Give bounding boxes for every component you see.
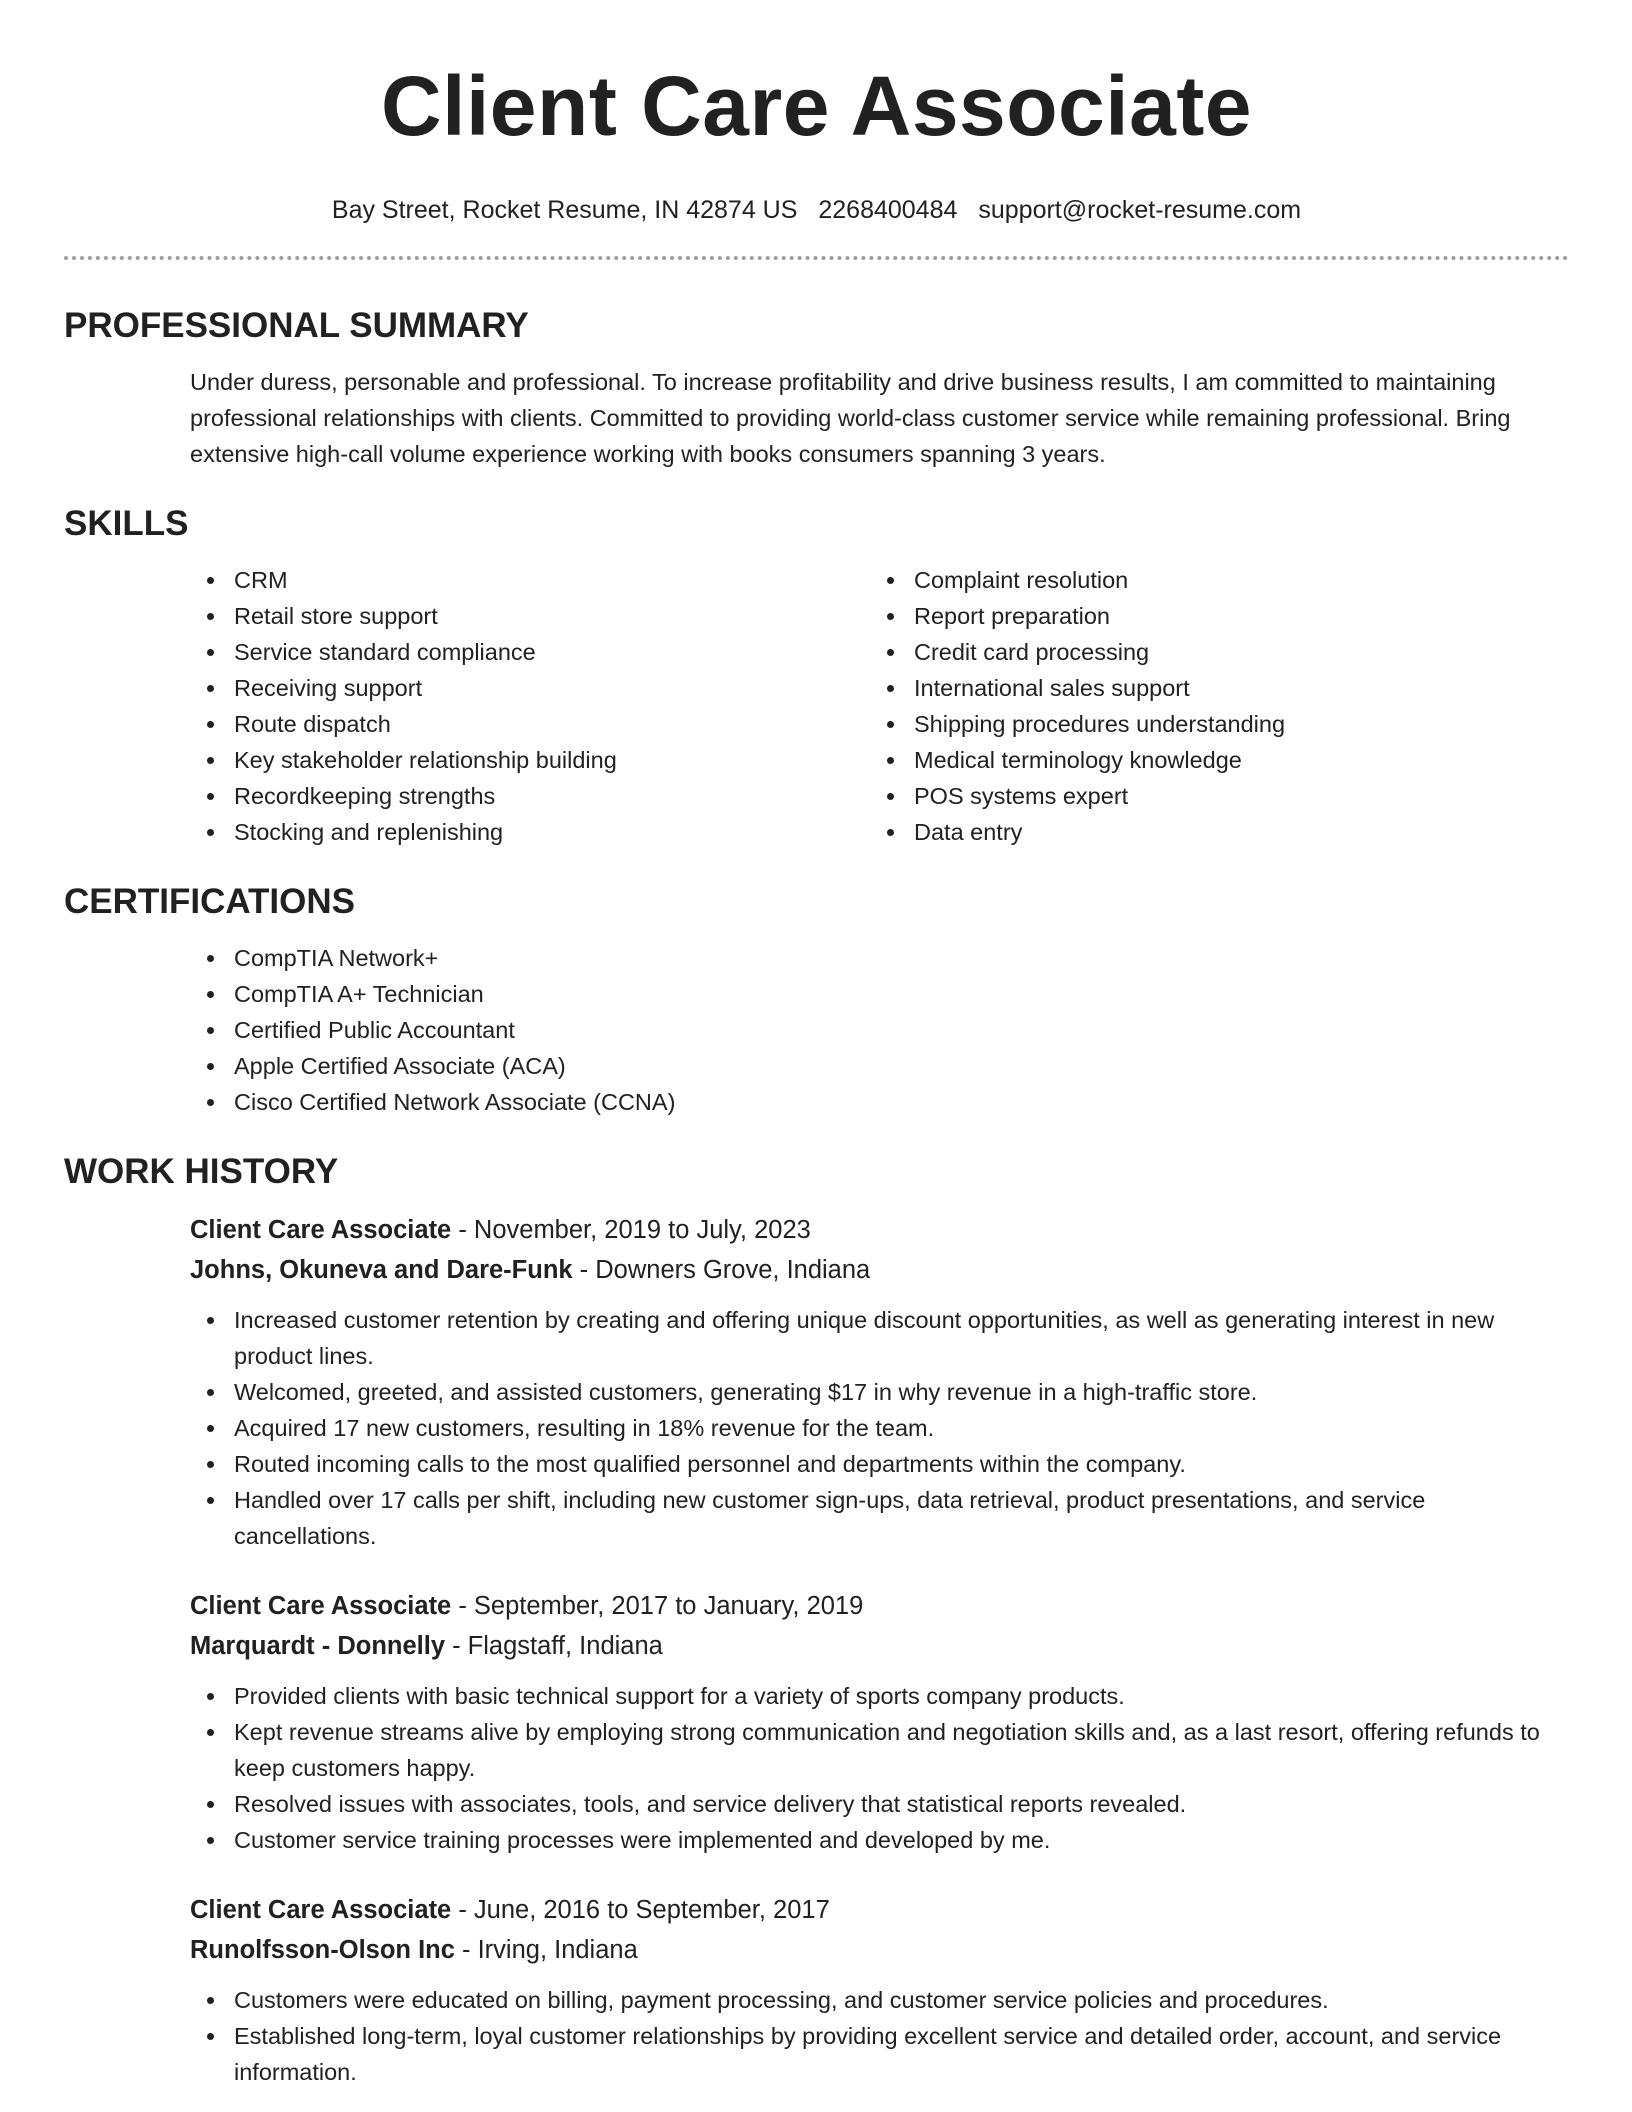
skill-item: International sales support <box>870 670 1550 706</box>
skills-title: SKILLS <box>64 504 189 543</box>
job-dates: - November, 2019 to July, 2023 <box>451 1216 811 1244</box>
certifications-list <box>64 940 1569 1120</box>
skill-item: CRM <box>190 562 870 598</box>
certification-item: CompTIA A+ Technician <box>190 976 1569 1012</box>
skill-item: Service standard compliance <box>190 634 870 670</box>
certification-item: Apple Certified Associate (ACA) <box>190 1048 1569 1084</box>
job-bullet: Provided clients with basic technical support for a variety of sports company products. <box>190 1678 1569 1714</box>
skill-item: Data entry <box>870 814 1550 850</box>
job-bullet: Kept revenue streams alive by employing strong communication and negotiation skills and, as a last resort, offering refunds to keep customers happy. <box>190 1714 1569 1786</box>
job-bullet: Customers were educated on billing, payment processing, and customer service policies and procedures. <box>190 1982 1569 2018</box>
skill-item: Recordkeeping strengths <box>190 778 870 814</box>
skills-grid <box>64 562 1569 850</box>
skill-item: Receiving support <box>190 670 870 706</box>
job-bullets <box>64 1982 1569 2090</box>
skill-item: Stocking and replenishing <box>190 814 870 850</box>
candidate-name: Client Care Associate <box>380 59 1253 153</box>
job-company: Johns, Okuneva and Dare-Funk <box>190 1256 573 1284</box>
certifications-section <box>64 880 1569 1120</box>
job-bullet: Routed incoming calls to the most qualified personnel and departments within the company. <box>190 1446 1569 1482</box>
skill-item: Credit card processing <box>870 634 1550 670</box>
certification-item: Certified Public Accountant <box>190 1012 1569 1048</box>
job-bullets <box>64 1302 1569 1554</box>
skills-list-left <box>190 562 870 850</box>
job-role: Client Care Associate <box>190 1592 452 1620</box>
job-bullet: Acquired 17 new customers, resulting in 18% revenue for the team. <box>190 1410 1569 1446</box>
job-location: - Flagstaff, Indiana <box>445 1632 663 1660</box>
certification-item: Cisco Certified Network Associate (CCNA) <box>190 1084 1569 1120</box>
skill-item: Retail store support <box>190 598 870 634</box>
skill-item: Complaint resolution <box>870 562 1550 598</box>
job-entry <box>64 1210 1569 1290</box>
skill-item: Medical terminology knowledge <box>870 742 1550 778</box>
skill-item: Shipping procedures understanding <box>870 706 1550 742</box>
skill-item: Key stakeholder relationship building <box>190 742 870 778</box>
job-title-line <box>190 1210 1569 1250</box>
job-title-line <box>190 1586 1569 1626</box>
skill-item: POS systems expert <box>870 778 1550 814</box>
skills-section <box>64 502 1569 850</box>
summary-title: PROFESSIONAL SUMMARY <box>64 306 529 345</box>
job-role: Client Care Associate <box>190 1216 452 1244</box>
job-company-line <box>190 1626 1569 1666</box>
summary-text: Under duress, personable and professional. To increase profitability and drive business results, I am committed to maintaining professional relationships with clients. Committed to providing world-class customer service while remaining professional. Bring extensive high-call volume experience working with books consumers spanning 3 years. <box>190 369 1511 467</box>
job-company: Runolfsson-Olson Inc <box>190 1936 455 1964</box>
job-bullet: Handled over 17 calls per shift, including new customer sign-ups, data retrieval, product presentations, and service cancellations. <box>190 1482 1569 1554</box>
skills-list-right <box>870 562 1550 850</box>
contact-email: support@rocket-resume.com <box>978 196 1302 224</box>
work-section <box>64 1150 1569 2090</box>
job-entry <box>64 1586 1569 1666</box>
job-bullets <box>64 1678 1569 1858</box>
job-dates: - June, 2016 to September, 2017 <box>451 1896 830 1924</box>
job-dates: - September, 2017 to January, 2019 <box>451 1592 864 1620</box>
contact-phone: 2268400484 <box>818 196 958 224</box>
job-role: Client Care Associate <box>190 1896 452 1924</box>
header-divider <box>64 256 1569 260</box>
summary-section <box>64 304 1569 472</box>
job-entry <box>64 1890 1569 1970</box>
certification-item: CompTIA Network+ <box>190 940 1569 976</box>
resume-page <box>64 0 1569 2090</box>
certifications-title: CERTIFICATIONS <box>64 882 356 921</box>
job-location: - Irving, Indiana <box>454 1936 638 1964</box>
job-company-line <box>190 1930 1569 1970</box>
job-bullet: Increased customer retention by creating and offering unique discount opportunities, as well as generating interest in new product lines. <box>190 1302 1569 1374</box>
job-bullet: Established long-term, loyal customer relationships by providing excellent service and detailed order, account, and service information. <box>190 2018 1569 2090</box>
job-company: Marquardt - Donnelly <box>190 1632 446 1660</box>
job-company-line <box>190 1250 1569 1290</box>
job-bullet: Resolved issues with associates, tools, and service delivery that statistical reports revealed. <box>190 1786 1569 1822</box>
skill-item: Report preparation <box>870 598 1550 634</box>
contact-address: Bay Street, Rocket Resume, IN 42874 US <box>331 196 798 224</box>
job-location: - Downers Grove, Indiana <box>572 1256 871 1284</box>
skill-item: Route dispatch <box>190 706 870 742</box>
job-bullet: Customer service training processes were implemented and developed by me. <box>190 1822 1569 1858</box>
work-title: WORK HISTORY <box>64 1152 339 1191</box>
job-bullet: Welcomed, greeted, and assisted customers, generating $17 in why revenue in a high-traffic store. <box>190 1374 1569 1410</box>
contact-line <box>64 194 1569 226</box>
job-title-line <box>190 1890 1569 1930</box>
